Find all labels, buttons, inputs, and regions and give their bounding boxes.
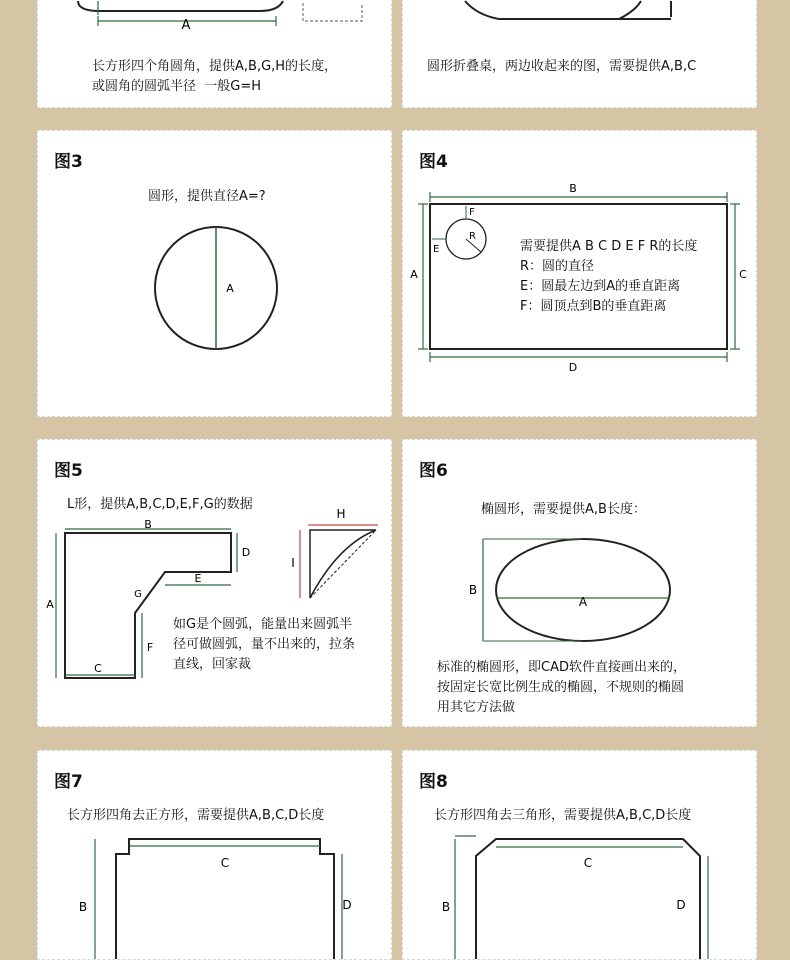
description-line-3: E：圆最左边到A的垂直距离 [520, 279, 681, 294]
note: 如G是个圆弧，能量出来圆弧半 径可做圆弧，量不出来的，拉条 直线，回家裁 [173, 617, 356, 672]
label-c: C [739, 268, 747, 281]
label-g: G [134, 589, 142, 600]
caption: 椭圆形，需要提供A,B长度： [481, 502, 646, 517]
figure-title: 图7 [54, 772, 83, 792]
folding-table-diagram [403, 0, 757, 108]
label-c: C [94, 662, 102, 675]
caption: L形，提供A,B,C,D,E,F,G的数据 [67, 497, 253, 512]
caption: 长方形四角去正方形，需要提供A,B,C,D长度 [67, 808, 325, 823]
card-rounded-rect [37, 0, 392, 108]
label-a: A [410, 268, 418, 281]
label-a: A [578, 595, 588, 609]
label-d: D [241, 546, 251, 559]
l-shape-diagram [38, 440, 392, 727]
label-d: D [676, 898, 686, 912]
description-line-4: F：圆顶点到B的垂直距离 [520, 299, 667, 314]
card-fig6 [402, 439, 757, 727]
label-d: D [342, 898, 352, 912]
caption: 圆形折叠桌，两边收起来的图，需要提供A,B,C [427, 59, 697, 74]
label-b: B [441, 900, 451, 914]
label-e: E [433, 244, 440, 255]
figure-title: 图6 [419, 461, 448, 481]
notched-rect-diagram [38, 751, 392, 960]
circle-diagram [38, 131, 392, 417]
label-d: D [568, 361, 578, 374]
label-a: A [226, 282, 234, 295]
figure-title: 图3 [54, 152, 83, 172]
card-fig3 [37, 130, 392, 417]
label-a: A [46, 598, 54, 611]
label-f: F [146, 641, 154, 654]
label-i: I [291, 556, 295, 570]
figure-title: 图5 [54, 461, 83, 481]
label-b: B [569, 182, 577, 195]
label-b: B [468, 583, 478, 597]
card-fig4 [402, 130, 757, 417]
figure-title: 图4 [419, 152, 448, 172]
description-line-1: 需要提供A B C D E F R的长度 [520, 239, 698, 254]
chamfered-rect-diagram [403, 751, 757, 960]
label-r: R [469, 231, 476, 242]
note: 标准的椭圆形，即CAD软件直接画出来的， 按固定长宽比例生成的椭圆，不规则的椭圆 用其它方法做 [437, 660, 686, 715]
label-c: C [220, 856, 230, 870]
label-b: B [78, 900, 88, 914]
card-fig5 [37, 439, 392, 727]
label-h: H [336, 507, 346, 521]
label-a: A [181, 18, 191, 33]
label-c: C [583, 856, 593, 870]
figure-title: 图8 [419, 772, 448, 792]
label-b: B [144, 518, 152, 531]
caption: 圆形，提供直径A=? [148, 189, 266, 204]
label-f: F [469, 207, 475, 218]
caption: 长方形四角去三角形，需要提供A,B,C,D长度 [434, 808, 692, 823]
card-fig8 [402, 750, 757, 960]
card-fig7 [37, 750, 392, 960]
caption: 长方形四个角圆角，提供A,B,G,H的长度， 或圆角的圆弧半径 一般G=H [92, 59, 338, 94]
card-round-folding-table [402, 0, 757, 108]
label-e: E [194, 572, 202, 585]
description-line-2: R：圆的直径 [520, 259, 595, 274]
